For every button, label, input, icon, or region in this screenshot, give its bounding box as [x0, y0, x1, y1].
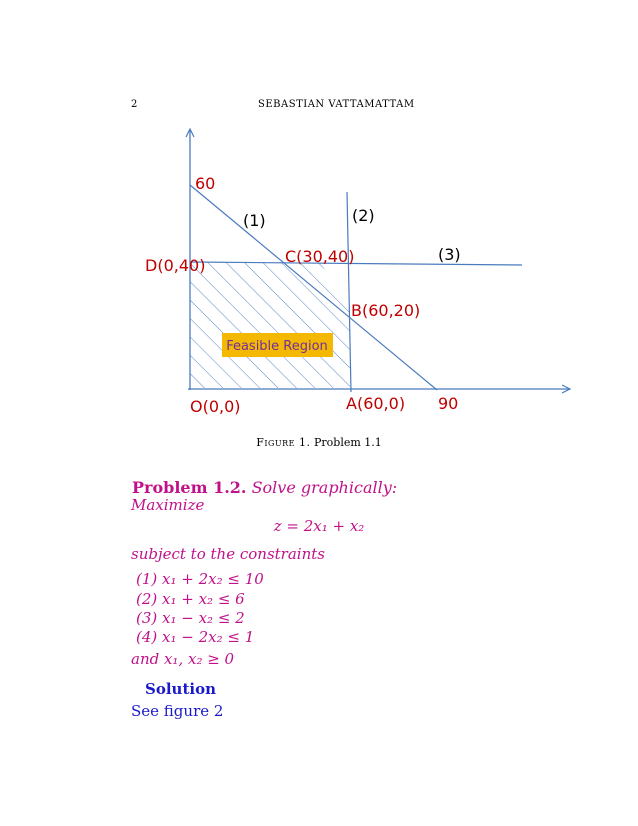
point-b-label: B(60,20) [351, 301, 421, 320]
point-a-label: A(60,0) [346, 394, 406, 413]
nonnegativity: and x₁, x₂ ≥ 0 [131, 650, 235, 668]
constraint-4: (4) x₁ − 2x₂ ≤ 1 [136, 628, 255, 646]
constraint-3: (3) x₁ − x₂ ≤ 2 [136, 609, 245, 627]
label-line-1: (1) [243, 211, 266, 230]
point-o-label: O(0,0) [190, 397, 241, 416]
solution-text: See figure 2 [131, 702, 224, 720]
problem-instruction: Solve graphically: [251, 478, 398, 497]
problem-heading-line [132, 478, 397, 497]
maximize-label: Maximize [131, 496, 205, 514]
figure-caption [0, 436, 638, 449]
point-c-label: C(30,40) [285, 247, 355, 266]
problem-heading: Problem 1.2. [132, 478, 247, 497]
y-tick-60: 60 [195, 174, 216, 193]
figure-caption-label: Figure 1. [256, 436, 311, 449]
x-tick-90: 90 [438, 394, 459, 413]
feasible-region-hatch [190, 262, 350, 388]
solution-heading: Solution [145, 680, 216, 698]
constraint-1: (1) x₁ + 2x₂ ≤ 10 [136, 570, 264, 588]
label-line-3: (3) [438, 245, 461, 264]
running-header-author: SEBASTIAN VATTAMATTAM [258, 99, 415, 110]
subject-to-label: subject to the constraints [131, 545, 325, 563]
feasible-region-label: Feasible Region [226, 339, 328, 354]
objective-function: z = 2x₁ + x₂ [273, 517, 365, 535]
point-d-label: D(0,40) [145, 256, 206, 275]
page-number: 2 [131, 99, 138, 110]
label-line-2: (2) [352, 206, 375, 225]
figure-caption-text: Problem 1.1 [314, 436, 382, 449]
constraint-2: (2) x₁ + x₂ ≤ 6 [136, 590, 245, 608]
